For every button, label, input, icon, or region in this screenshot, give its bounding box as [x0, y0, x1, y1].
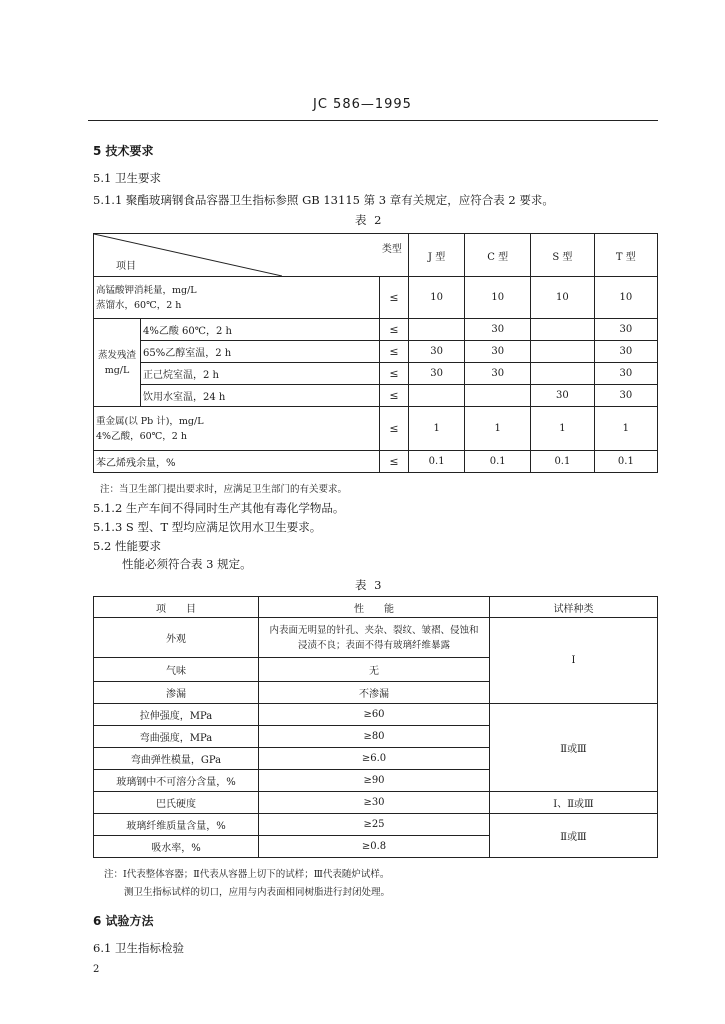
section-6-heading: 6 试验方法	[93, 914, 154, 928]
cell: 30	[594, 363, 657, 385]
cell	[465, 385, 531, 407]
col-s: S 型	[531, 234, 595, 277]
le-sign: ≤	[379, 277, 408, 319]
cell	[408, 319, 464, 341]
cell: 1	[531, 407, 595, 451]
row-label: 饮用水室温，24 h	[141, 385, 380, 407]
col-c: C 型	[465, 234, 531, 277]
cell: 玻璃纤维质量含量，%	[94, 814, 259, 836]
cell: 10	[594, 277, 657, 319]
cell: ≥90	[259, 770, 490, 792]
cell: 1	[594, 407, 657, 451]
section-5-1-1-text: 5.1.1 聚酯玻璃钢食品容器卫生指标参照 GB 13115 第 3 章有关规定，应符合表 2 要求。	[93, 193, 554, 207]
table-3-note-1: 注：Ⅰ代表整体容器；Ⅱ代表从容器上切下的试样；Ⅲ代表随炉试样。	[104, 869, 390, 880]
row-label: 苯乙烯残余量，%	[94, 451, 380, 473]
section-5-2-text: 性能必须符合表 3 规定。	[122, 557, 252, 571]
header-item: 项目	[116, 261, 136, 272]
cell: 10	[531, 277, 595, 319]
le-sign: ≤	[379, 363, 408, 385]
section-5-1-3-text: 5.1.3 S 型、T 型均应满足饮用水卫生要求。	[93, 520, 322, 534]
col-j: J 型	[408, 234, 464, 277]
le-sign: ≤	[379, 341, 408, 363]
header-item: 项 目	[94, 597, 259, 618]
table-row	[94, 341, 658, 363]
cell: 外观	[94, 618, 259, 658]
cell: 无	[259, 658, 490, 682]
header-rule	[88, 120, 658, 121]
section-5-1-2-text: 5.1.2 生产车间不得同时生产其他有毒化学物品。	[93, 501, 345, 515]
cell: 1	[465, 407, 531, 451]
cell: 内表面无明显的针孔、夹杂、裂纹、皱褶、侵蚀和浸渍不良；表面不得有玻璃纤维暴露	[259, 618, 490, 658]
table-row	[94, 407, 658, 451]
row-label: 高锰酸钾消耗量，mg/L 蒸馏水，60℃，2 h	[94, 277, 380, 319]
table-row	[94, 814, 658, 836]
cell: 气味	[94, 658, 259, 682]
header-perf: 性 能	[259, 597, 490, 618]
cell: 弯曲弹性模量，GPa	[94, 748, 259, 770]
cell: 玻璃钢中不可溶分含量，%	[94, 770, 259, 792]
cell: 30	[465, 363, 531, 385]
cell	[531, 341, 595, 363]
cell: 30	[594, 385, 657, 407]
sample-cell: Ⅱ或Ⅲ	[490, 814, 658, 858]
header-sample: 试样种类	[490, 597, 658, 618]
table-3-note-2: 测卫生指标试样的切口，应用与内表面相同树脂进行封闭处理。	[124, 887, 391, 898]
table-2-diagonal-header	[94, 234, 409, 277]
table-row	[94, 704, 658, 726]
cell: 0.1	[465, 451, 531, 473]
cell: ≥0.8	[259, 836, 490, 858]
table-row	[94, 363, 658, 385]
cell: 拉伸强度，MPa	[94, 704, 259, 726]
le-sign: ≤	[379, 385, 408, 407]
table-row	[94, 618, 658, 658]
cell: 0.1	[594, 451, 657, 473]
cell: 弯曲强度，MPa	[94, 726, 259, 748]
cell: 10	[408, 277, 464, 319]
section-5-2-heading: 5.2 性能要求	[93, 539, 161, 553]
cell	[408, 385, 464, 407]
cell: 30	[465, 319, 531, 341]
sample-cell: Ⅱ或Ⅲ	[490, 704, 658, 792]
cell: 10	[465, 277, 531, 319]
table-row	[94, 319, 658, 341]
table-2-note: 注：当卫生部门提出要求时，应满足卫生部门的有关要求。	[100, 484, 348, 495]
cell: 1	[408, 407, 464, 451]
table-row	[94, 385, 658, 407]
cell: 渗漏	[94, 682, 259, 704]
section-6-1-heading: 6.1 卫生指标检验	[93, 941, 184, 955]
table-3	[93, 596, 658, 858]
cell: ≥6.0	[259, 748, 490, 770]
cell: 吸水率，%	[94, 836, 259, 858]
cell: 30	[594, 341, 657, 363]
table-2-caption: 表 2	[355, 213, 384, 227]
cell: 30	[594, 319, 657, 341]
header-type: 类型	[381, 244, 402, 255]
cell: 30	[408, 363, 464, 385]
cell: 巴氏硬度	[94, 792, 259, 814]
table-3-caption: 表 3	[355, 578, 384, 592]
cell: 30	[465, 341, 531, 363]
page-header: JC 586—1995	[313, 97, 412, 112]
section-5-1-heading: 5.1 卫生要求	[93, 171, 161, 185]
cell: 30	[531, 385, 595, 407]
le-sign: ≤	[379, 451, 408, 473]
table-2	[93, 233, 658, 473]
cell: ≥25	[259, 814, 490, 836]
cell: 30	[408, 341, 464, 363]
cell	[531, 363, 595, 385]
table-row	[94, 792, 658, 814]
cell: 0.1	[531, 451, 595, 473]
cell: 不渗漏	[259, 682, 490, 704]
row-label: 65%乙醇室温，2 h	[141, 341, 380, 363]
row-label: 重金属(以 Pb 计)，mg/L 4%乙酸，60℃，2 h	[94, 407, 380, 451]
cell: ≥60	[259, 704, 490, 726]
cell: ≥30	[259, 792, 490, 814]
le-sign: ≤	[379, 319, 408, 341]
sample-cell: Ⅰ	[490, 618, 658, 704]
table-row	[94, 277, 658, 319]
cell: ≥80	[259, 726, 490, 748]
cell: 0.1	[408, 451, 464, 473]
le-sign: ≤	[379, 407, 408, 451]
cell	[531, 319, 595, 341]
row-label: 正己烷室温，2 h	[141, 363, 380, 385]
page-number: 2	[93, 964, 100, 975]
table-row	[94, 451, 658, 473]
evap-label: 蒸发残渣 mg/L	[94, 319, 141, 407]
col-t: T 型	[594, 234, 657, 277]
row-label: 4%乙酸 60℃，2 h	[141, 319, 380, 341]
sample-cell: Ⅰ、Ⅱ或Ⅲ	[490, 792, 658, 814]
section-5-heading: 5 技术要求	[93, 144, 154, 158]
